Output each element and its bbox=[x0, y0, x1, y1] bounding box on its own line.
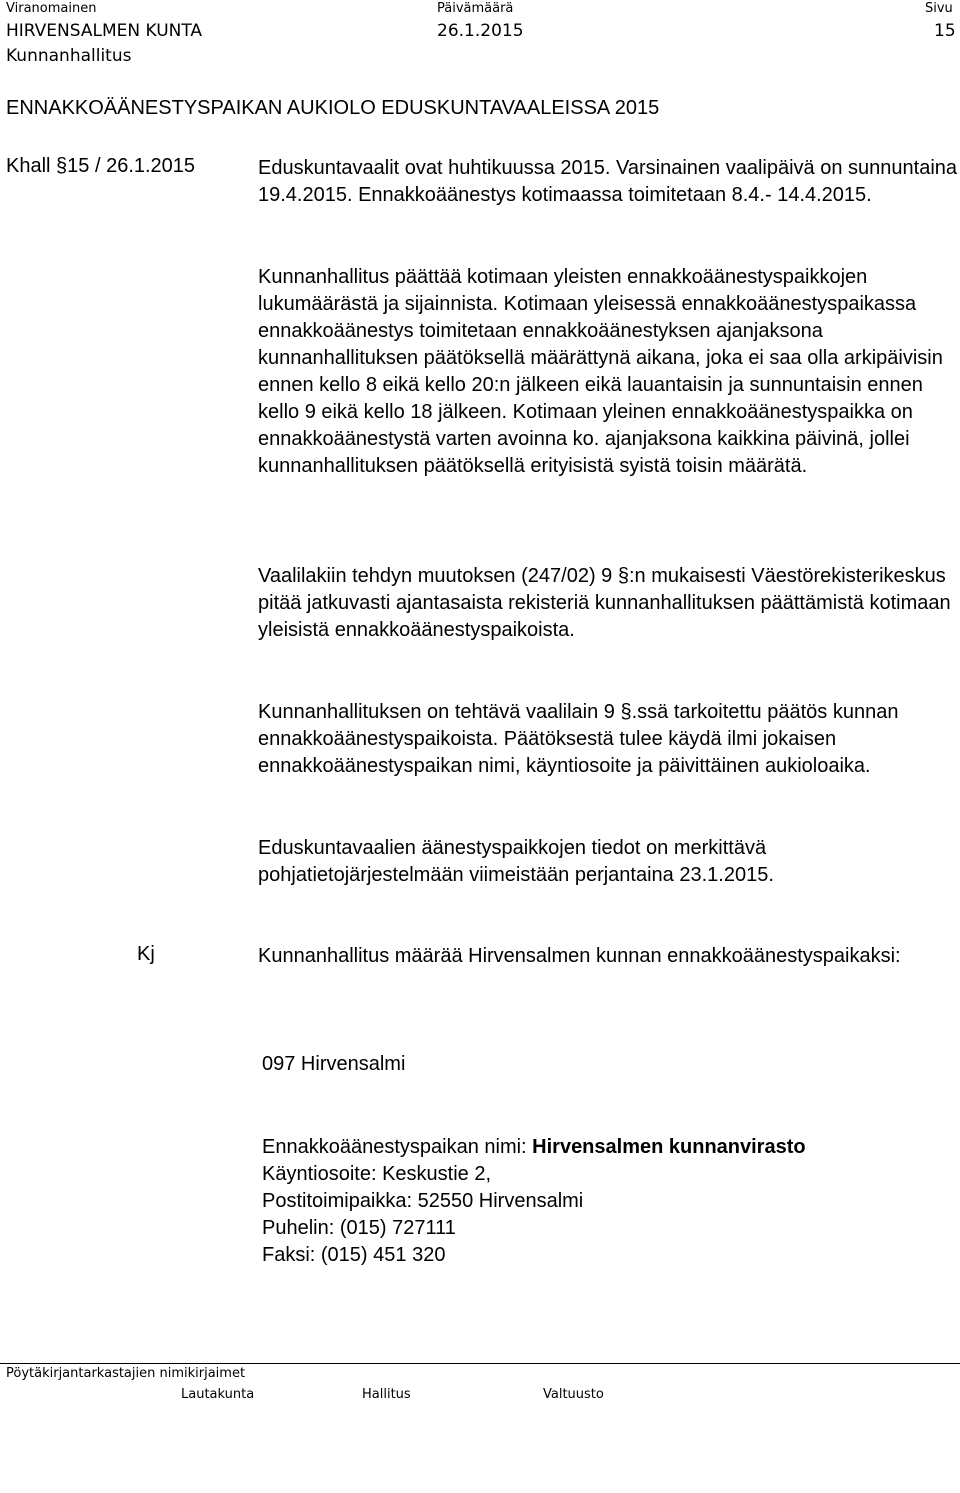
polling-place-fax: Faksi: (015) 451 320 bbox=[262, 1244, 446, 1266]
footer-col-lautakunta: Lautakunta bbox=[181, 1387, 255, 1402]
polling-place-address: Käyntiosoite: Keskustie 2, bbox=[262, 1163, 492, 1185]
office-code: 097 Hirvensalmi bbox=[262, 1053, 406, 1075]
footer-col-valtuusto: Valtuusto bbox=[543, 1387, 604, 1402]
polling-place-name-label: Ennakkoäänestyspaikan nimi: bbox=[262, 1136, 533, 1158]
section-reference: Khall §15 / 26.1.2015 bbox=[6, 155, 196, 177]
polling-place-phone: Puhelin: (015) 727111 bbox=[262, 1217, 456, 1239]
polling-place-name bbox=[262, 1134, 806, 1161]
page-number: 15 bbox=[934, 21, 956, 41]
proposal-label: Kj bbox=[137, 943, 155, 965]
meeting-date: 26.1.2015 bbox=[437, 21, 524, 41]
paragraph-4 bbox=[258, 699, 958, 780]
polling-place-post: Postitoimipaikka: 52550 Hirvensalmi bbox=[262, 1190, 584, 1212]
document-title: ENNAKKOÄÄNESTYSPAIKAN AUKIOLO EDUSKUNTAVAALEISSA 2015 bbox=[6, 97, 660, 119]
paragraph-text: Kunnanhallitus päättää kotimaan yleisten ennakkoäänestyspaikkojen lukumäärästä ja sijainnista. Kotimaan yleisessä ennakkoäänestyspaikassa ennakkoäänestys toimitetaan ennakkoäänestyksen ajanjaksona kunnanhallituksen päätöksellä määrättynä aikana, joka ei saa olla arkipäivisin ennen kello 8 eikä kello 20:n jälkeen eikä lauantaisin ja sunnuntaisin ennen kello 9 eikä kello 18 jälkeen. Kotimaan yleinen ennakkoäänestyspaikka on ennakkoäänestystä varten avoinna ko. ajanjaksona kaikkina päivinä, jollei kunnanhallituksen päätöksellä erityisistä syistä toisin määrätä. bbox=[258, 266, 943, 477]
footer-col-hallitus: Hallitus bbox=[362, 1387, 411, 1402]
paragraph-text: Kunnanhallitus määrää Hirvensalmen kunnan ennakkoäänestyspaikaksi: bbox=[258, 945, 901, 967]
paragraph-text: Vaalilakiin tehdyn muutoksen (247/02) 9 §:n mukaisesti Väestörekisterikeskus pitää jatkuvasti ajantasaista rekisteriä kunnanhallituksen päättämistä kotimaan yleisistä ennakkoäänestyspaikoista. bbox=[258, 565, 951, 641]
footer-title: Pöytäkirjantarkastajien nimikirjaimet bbox=[6, 1366, 246, 1381]
paragraph-1 bbox=[258, 155, 958, 209]
body-name: Kunnanhallitus bbox=[6, 46, 132, 66]
paragraph-3 bbox=[258, 563, 958, 644]
authority-name: HIRVENSALMEN KUNTA bbox=[6, 21, 203, 41]
paragraph-text: Eduskuntavaalien äänestyspaikkojen tiedot on merkittävä pohjatietojärjestelmään viimeistään perjantaina 23.1.2015. bbox=[258, 837, 774, 886]
footer-divider bbox=[0, 1363, 960, 1364]
paragraph-text: Kunnanhallituksen on tehtävä vaalilain 9 §.ssä tarkoitettu päätös kunnan ennakkoäänestyspaikoista. Päätöksestä tulee käydä ilmi jokaisen ennakkoäänestyspaikan nimi, käyntiosoite ja päivittäinen aukioloaika. bbox=[258, 701, 899, 777]
page-label: Sivu bbox=[925, 1, 953, 16]
authority-label: Viranomainen bbox=[6, 1, 97, 16]
proposal-text bbox=[258, 943, 958, 970]
polling-place-info bbox=[262, 1134, 806, 1269]
paragraph-2 bbox=[258, 264, 958, 480]
polling-place-name-value: Hirvensalmen kunnanvirasto bbox=[532, 1136, 806, 1158]
paragraph-5 bbox=[258, 835, 958, 889]
date-label: Päivämäärä bbox=[437, 1, 514, 16]
paragraph-text: Eduskuntavaalit ovat huhtikuussa 2015. Varsinainen vaalipäivä on sunnuntaina 19.4.2015. Ennakkoäänestys kotimaassa toimitetaan 8.4.- 14.4.2015. bbox=[258, 157, 958, 206]
